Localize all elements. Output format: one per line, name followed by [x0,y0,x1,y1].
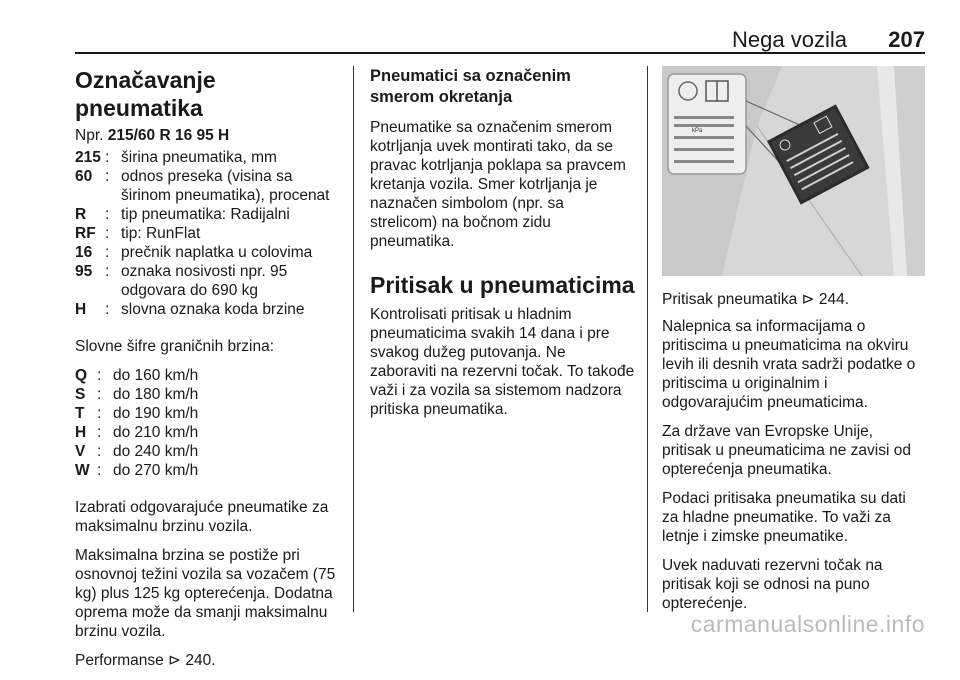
page-header [75,27,925,52]
definition-key: W [75,462,90,479]
definition-value: do 180 km/h [113,386,199,403]
definition-key: 95 [75,263,93,280]
definition-value: do 240 km/h [113,443,199,460]
definition-colon: : [105,244,110,261]
definition-key: Q [75,367,88,384]
definition-value: do 210 km/h [113,424,199,441]
definition-row [75,262,343,300]
definition-row [75,442,343,461]
definition-colon: : [97,386,102,403]
definition-key: 215 [75,149,101,166]
tire-pressure-label-figure [662,66,925,276]
definition-key: V [75,443,86,460]
definition-value: tip pneumatika: Radijalni [121,206,290,223]
column-divider-1 [353,66,354,612]
definition-row [75,167,343,205]
definition-colon: : [105,168,110,185]
definition-value: prečnik naplatka u colovima [121,244,313,261]
header-rule [75,52,925,54]
definition-colon: : [97,367,102,384]
definition-row [75,243,343,262]
definition-key: H [75,301,87,318]
definition-colon: : [105,301,110,318]
definition-key: 16 [75,244,93,261]
paragraph-sticker: Nalepnica sa informacijama o pritiscima u pneumaticima na okviru levih ili desnih vrata sadrži podatke o pritiscima u originalnim i odgovarajućim pneumaticima. [662,318,916,411]
definition-value: širina pneumatika, mm [121,149,277,166]
definition-value: odnos preseka (visina sa širinom pneumatika), procenat [121,168,330,204]
section-title: Nega vozila [732,27,847,52]
definition-colon: : [97,424,102,441]
definition-row [75,300,343,319]
definition-colon: : [105,206,110,223]
definition-colon: : [97,443,102,460]
definition-value: oznaka nosivosti npr. 95 odgovara do 690 kg [121,263,288,299]
page-number: 207 [888,27,925,52]
paragraph-max-speed: Maksimalna brzina se postiže pri osnovnoj težini vozila sa vozačem (75 kg) plus 125 kg opterećenja. Dodatna oprema može da smanji maksimalnu brzinu vozila. [75,547,336,640]
paragraph-cold-tires: Podaci pritisaka pneumatika su dati za hladne pneumatike. To važi za letnje i zimske pneumatike. [662,490,906,545]
definition-row [75,423,343,442]
definition-value: tip: RunFlat [121,225,201,242]
definition-value: do 160 km/h [113,367,199,384]
column-divider-2 [647,66,648,612]
definition-colon: : [97,405,102,422]
definition-colon: : [105,263,110,280]
definition-key: T [75,405,85,422]
example-prefix: Npr. [75,127,108,144]
definition-colon: : [105,225,110,242]
definition-list [75,148,343,319]
column-3 [662,290,925,623]
column-1 [75,66,343,680]
definition-row [75,224,343,243]
definition-row [75,366,343,385]
definition-row [75,461,343,480]
heading-directional-tires: Pneumatici sa označenim smerom okretanja [370,67,571,106]
svg-text:kPa: kPa [692,128,703,134]
speed-intro: Slovne šifre graničnih brzina: [75,338,275,355]
definition-row [75,385,343,404]
example-line [75,126,343,145]
definition-key: RF [75,225,96,242]
definition-row [75,205,343,224]
watermark: carmanualsonline.info [690,611,925,637]
definition-key: H [75,424,87,441]
definition-value: do 270 km/h [113,462,199,479]
paragraph-pressure-ref: Pritisak pneumatika ⊳ 244. [662,291,850,308]
door-frame-illustration [662,66,925,276]
definition-row [75,148,343,167]
definition-value: slovna oznaka koda brzine [121,301,305,318]
paragraph-speed-choice: Izabrati odgovarajuće pneumatike za maksimalnu brzinu vozila. [75,499,329,535]
heading-tire-pressure: Pritisak u pneumaticima [370,272,635,298]
example-code: 215/60 R 16 95 H [107,127,230,144]
definition-key: S [75,386,86,403]
definition-colon: : [97,462,102,479]
definition-colon: : [105,149,110,166]
heading-tire-marking: Označavanje pneumatika [75,67,216,121]
definition-value: do 190 km/h [113,405,199,422]
column-2 [370,66,635,429]
paragraph-performance: Performanse ⊳ 240. [75,652,216,669]
paragraph-pressure-check: Kontrolisati pritisak u hladnim pneumaticima svakih 14 dana i pre svakog dužeg putovanja. Ne zaboraviti na rezervni točak. To takođe važi i za vozila sa sistemom nadzora pritiska pneumatika. [370,306,635,418]
paragraph-non-eu: Za države van Evropske Unije, pritisak u pneumaticima ne zavisi od opterećenja pneumatika. [662,423,911,478]
paragraph-spare: Uvek naduvati rezervni točak na pritisak koji se odnosi na puno opterećenje. [662,557,883,612]
definition-row [75,404,343,423]
definition-key: 60 [75,168,93,185]
paragraph-directional: Pneumatike sa označenim smerom kotrljanja uvek montirati tako, da se pravac kotrljanja poklapa sa pravcem kretanja vozila. Smer kotrljanja je naznačen simbolom (npr. sa strelicom) na bočnom zidu pneumatika. [370,119,626,250]
definition-key: R [75,206,87,223]
speed-list [75,366,343,480]
